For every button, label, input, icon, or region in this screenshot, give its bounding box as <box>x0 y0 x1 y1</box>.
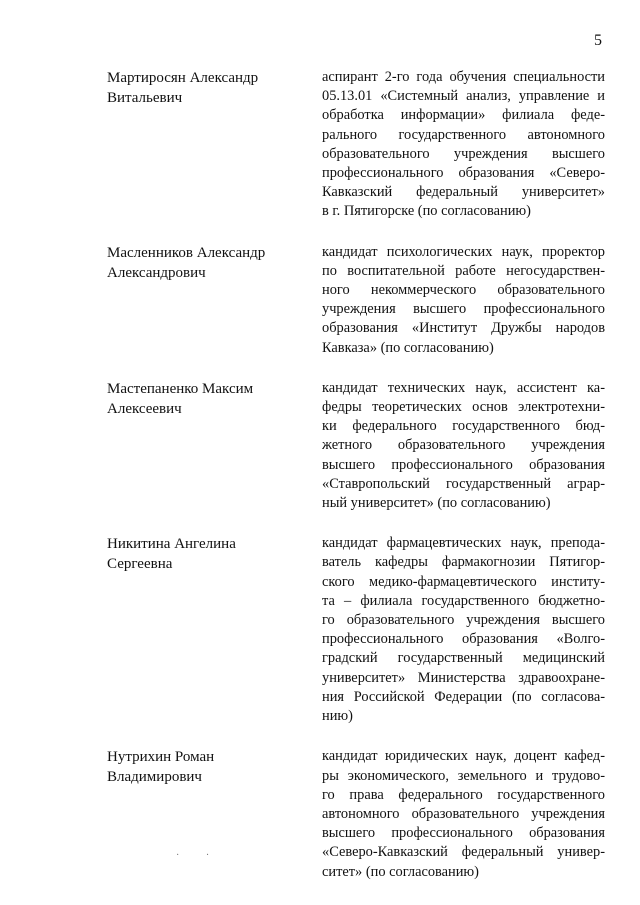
description-line: ного некоммерческого образовательного <box>322 282 605 299</box>
description-line: ки федерального государственного бюд- <box>322 418 605 435</box>
description-line: профессионального образования «Волго- <box>322 631 605 648</box>
member-name-line: Витальевич <box>107 90 183 106</box>
description-line: кандидат фармацевтических наук, препода- <box>322 535 605 552</box>
member-name-line: Мастепаненко Максим <box>107 380 254 397</box>
description-line: го образовательного учреждения высшего <box>322 612 605 629</box>
description-line: го права федерального государственного <box>322 786 605 803</box>
member-name-line: Сергеевна <box>107 556 173 573</box>
description-line: градский государственный медицинский <box>322 650 605 667</box>
description-line: обработка информации» филиала феде- <box>322 107 605 124</box>
description-line: образования «Институт Дружбы народов <box>322 320 605 337</box>
description-line: федры теоретических основ электротехни- <box>322 399 605 416</box>
member-description <box>322 243 605 358</box>
member-name-line: Нутрихин Роман <box>107 749 215 766</box>
member-name-line: Владимирович <box>107 769 202 786</box>
description-line: ского медико-фармацевтического институ- <box>322 573 605 590</box>
description-line: автономного образовательного учреждения <box>322 805 605 822</box>
description-line: «Ставропольский государственный аграр- <box>322 475 605 492</box>
description-line: в г. Пятигорске (по согласованию) <box>322 203 531 220</box>
member-entry <box>0 379 640 513</box>
description-line: рального государственного автономного <box>322 126 605 143</box>
member-name <box>107 379 297 419</box>
description-line: ватель кафедры фармакогнозии Пятигор- <box>322 554 605 571</box>
member-entry <box>0 534 640 726</box>
description-line: кандидат психологических наук, проректор <box>322 243 605 260</box>
description-line: ния Российской Федерации (по согласова- <box>322 688 605 705</box>
member-name-line: Александрович <box>107 264 206 281</box>
description-line: нию) <box>322 708 353 725</box>
description-line: аспирант 2-го года обучения специальности <box>322 69 605 85</box>
member-entry <box>0 68 640 222</box>
description-line: высшего профессионального образования <box>322 456 605 473</box>
description-line: жетного образовательного учреждения <box>322 437 605 454</box>
member-description <box>322 379 605 513</box>
scan-artifact: · · <box>176 850 222 861</box>
description-line: по воспитательной работе негосударствен- <box>322 262 605 279</box>
description-line: кандидат технических наук, ассистент ка- <box>322 379 605 396</box>
member-description <box>322 68 605 222</box>
member-name <box>107 534 297 574</box>
member-name-line: Масленников Александр <box>107 244 266 261</box>
description-line: 05.13.01 «Системный анализ, управление и <box>322 88 605 105</box>
description-line: образовательного учреждения высшего <box>322 145 605 162</box>
member-name <box>107 68 297 108</box>
member-entry <box>0 243 640 358</box>
description-line: та – филиала государственного бюджетно- <box>322 592 605 609</box>
member-description <box>322 747 605 881</box>
member-name-line: Никитина Ангелина <box>107 536 236 553</box>
member-name <box>107 243 297 283</box>
description-line: Кавказа» (по согласованию) <box>322 339 494 356</box>
description-line: ситет» (по согласованию) <box>322 863 479 880</box>
page-number: 5 <box>594 32 602 49</box>
description-line: Кавказский федеральный университет» <box>322 184 605 201</box>
member-description <box>322 534 605 726</box>
member-name-line: Алексеевич <box>107 400 182 417</box>
member-name <box>107 747 297 787</box>
member-entry <box>0 747 640 881</box>
description-line: ный университет» (по согласованию) <box>322 495 551 512</box>
description-line: ры экономического, земельного и трудово- <box>322 767 605 784</box>
description-line: кандидат юридических наук, доцент кафед- <box>322 748 605 765</box>
description-line: университет» Министерства здравоохране- <box>322 669 605 686</box>
description-line: профессионального образования «Северо- <box>322 165 605 182</box>
description-line: учреждения высшего профессионального <box>322 301 605 318</box>
member-name-line: Мартиросян Александр <box>107 70 259 86</box>
member-list <box>0 68 640 903</box>
description-line: «Северо-Кавказский федеральный универ- <box>322 844 605 861</box>
description-line: высшего профессионального образования <box>322 825 605 842</box>
